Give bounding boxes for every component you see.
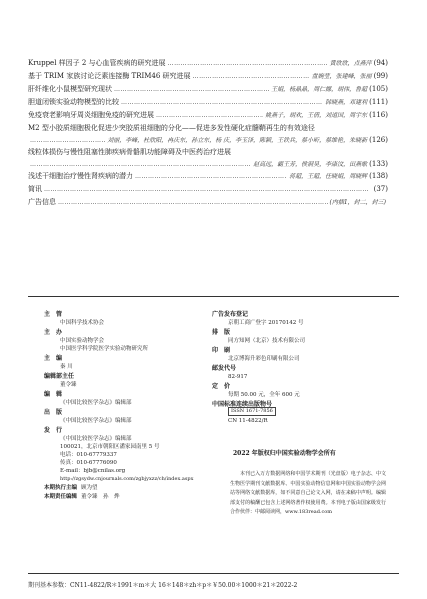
toc-authors: 赵高远，霸王芳，侯洞昊，李康汶，田燕歌 bbox=[253, 161, 368, 168]
toc-leader-dots bbox=[30, 162, 251, 168]
colophon-value: 《中国比较医学杂志》编辑部 bbox=[60, 435, 132, 442]
colophon-value: 每期 50.00 元，全年 600 元 bbox=[228, 391, 300, 398]
toc-entry bbox=[28, 108, 388, 121]
divider-bottom bbox=[28, 573, 399, 574]
toc-line bbox=[28, 182, 388, 193]
colophon-value: 北京博海升彩色印刷有限公司 bbox=[228, 355, 300, 362]
issn-box: ISSN 1671-7856 bbox=[228, 407, 276, 416]
toc-entry bbox=[28, 56, 388, 69]
toc-entry bbox=[28, 195, 388, 208]
toc-entry bbox=[28, 145, 388, 169]
toc-title: Kruppel 样因子 2 与心血管疾病的研究进展 bbox=[28, 59, 166, 67]
toc-leader-dots bbox=[114, 87, 269, 93]
toc-entry bbox=[28, 95, 388, 108]
toc-authors: 王娟，杨晶晶，周仁娜，胡伟，鲁超 bbox=[271, 86, 368, 93]
colophon-value: 中国医学科学院医学实验动物研究所 bbox=[60, 345, 149, 352]
colophon-heading: 主 编 bbox=[44, 355, 63, 362]
toc-leader-dots bbox=[44, 187, 372, 193]
toc-leader-dots bbox=[156, 113, 263, 119]
colophon-heading: 编 辑 bbox=[44, 391, 63, 398]
toc-leader-dots bbox=[135, 174, 287, 180]
colophon-value: 100021，北京市朝阳区潘家园南里 5 号 bbox=[60, 443, 160, 450]
colophon-value: 电话：010-67779337 bbox=[60, 451, 117, 458]
copyright-notice: 本刊已入万方数据网络和中国学术期刊（光盘版）电子杂志、中文生物医学期刊文献数据库、中国实验动物信息网和中国实验动物学会网站等网络文献数据库，如不同意自己论文入网，请在来稿中声明。编辑部支付的稿酬已包含上述网络著作权使用费。本刊电子版由国家级发行合作伙伴：中邮阅读网，www.183read.com bbox=[230, 471, 386, 516]
toc-line bbox=[28, 157, 388, 168]
divider-top bbox=[28, 296, 399, 297]
colophon-value: 董令臻 孙 烨 bbox=[81, 493, 120, 500]
toc-leader-dots bbox=[168, 61, 328, 67]
table-of-contents bbox=[28, 56, 388, 208]
toc-authors: 蒋超，王超，任晓娟，周晓辉 bbox=[289, 173, 368, 180]
colophon-heading: 邮发代号 bbox=[212, 365, 237, 372]
toc-leader-dots bbox=[193, 74, 310, 80]
toc-entry bbox=[28, 121, 388, 145]
toc-entry bbox=[28, 169, 388, 182]
cn-number: CN 11-4822/R bbox=[228, 417, 268, 424]
colophon-value: E-mail：bjb@cnilas.org bbox=[60, 467, 126, 474]
toc-page: (99) bbox=[373, 72, 388, 80]
colophon-left bbox=[44, 308, 214, 500]
toc-entry bbox=[28, 69, 388, 82]
copyright-title: 2022 年版权归中国实验动物学会所有 bbox=[233, 450, 336, 457]
toc-line bbox=[28, 69, 388, 80]
journal-parameters-footer: 期刊基本参数：CN11-4822/R＊1991＊m＊大 16＊148＊zh＊p＊￥50.00＊1000＊21＊2022-2 bbox=[28, 582, 298, 589]
toc-page: (105) bbox=[369, 85, 388, 93]
toc-page: (138) bbox=[369, 172, 388, 180]
colophon-right bbox=[212, 308, 382, 424]
toc-title: 广告信息 bbox=[28, 198, 56, 206]
colophon-heading: 主 办 bbox=[44, 329, 63, 336]
toc-authors: (内插1，封二，封三) bbox=[329, 199, 386, 206]
colophon-heading: 印 刷 bbox=[212, 347, 231, 354]
toc-title: 线粒体损伤与慢性阻塞性肺疾病骨骼肌功能障碍及中医药治疗进展 bbox=[28, 148, 231, 156]
toc-title: 基于 TRIM 家族讨论泛素连接酶 TRIM46 研究进展 bbox=[28, 72, 191, 80]
toc-title: 浅述干细胞治疗慢性肾疾病的潜力 bbox=[28, 172, 133, 180]
toc-line bbox=[28, 56, 388, 67]
colophon-value: 《中国比较医学杂志》编辑部 bbox=[60, 399, 132, 406]
toc-title: 肝纤维化小鼠模型研究现状 bbox=[28, 85, 112, 93]
toc-line bbox=[28, 95, 388, 106]
colophon-heading: 广告发布登记 bbox=[212, 311, 249, 318]
toc-entry bbox=[28, 82, 388, 95]
toc-line bbox=[28, 145, 388, 156]
toc-authors: 韩晓燕，邓建利 bbox=[325, 99, 368, 106]
toc-line bbox=[28, 169, 388, 180]
colophon-heading: 编辑部主任 bbox=[44, 373, 75, 380]
toc-title: 免疫衰老影响牙周炎细胞免疫的研究进展 bbox=[28, 111, 154, 119]
toc-page: (133) bbox=[369, 160, 388, 168]
colophon-heading: 主 管 bbox=[44, 311, 63, 318]
toc-line bbox=[28, 82, 388, 93]
toc-page: (94) bbox=[373, 59, 388, 67]
colophon-inline-row bbox=[44, 482, 214, 491]
colophon-heading: 中国标准连续出版物号 bbox=[212, 401, 273, 408]
toc-entry bbox=[28, 182, 388, 195]
issn-row bbox=[212, 408, 382, 416]
toc-authors: 盘婉莹，张建峰，张丽 bbox=[311, 73, 372, 80]
colophon-heading: 排 版 bbox=[212, 329, 231, 336]
colophon-value: 传真：010-67776090 bbox=[60, 459, 117, 466]
colophon-value: http://zgsydw.cnjournals.com/zgbjyxzz/ch/index.aspx bbox=[60, 476, 194, 482]
toc-leader-dots bbox=[30, 138, 105, 144]
toc-title: 简讯 bbox=[28, 185, 42, 193]
colophon-heading: 发 行 bbox=[44, 427, 63, 434]
toc-page: (126) bbox=[369, 136, 388, 144]
colophon-heading: 出 版 bbox=[44, 409, 63, 416]
toc-line bbox=[28, 195, 388, 206]
toc-page: (37) bbox=[373, 185, 388, 193]
colophon-value: 京朝工商广登字 20170142 号 bbox=[228, 319, 304, 326]
toc-title: 胆道闭锁实验动物模型的比较 bbox=[28, 98, 119, 106]
colophon-heading: 本期责任编辑 bbox=[44, 493, 78, 500]
colophon-value: 顾为望 bbox=[81, 484, 98, 491]
colophon-value: 中国科学技术协会 bbox=[60, 319, 105, 326]
colophon-value: 董令臻 bbox=[60, 381, 77, 388]
colophon-value: 82-917 bbox=[228, 373, 248, 380]
colophon-value: 同方知网（北京）技术有限公司 bbox=[228, 337, 306, 344]
colophon-inline-row bbox=[44, 491, 214, 500]
toc-leader-dots bbox=[58, 200, 328, 206]
colophon-value: 《中国比较医学杂志》编辑部 bbox=[60, 417, 132, 424]
toc-authors: 姚燕子，胡欢，王倩，刘道国，周宇东 bbox=[265, 112, 368, 119]
toc-line bbox=[28, 108, 388, 119]
colophon-heading: 本期执行主编 bbox=[44, 484, 78, 491]
colophon-value: 秦 川 bbox=[60, 363, 73, 370]
colophon-value: 中国实验动物学会 bbox=[60, 337, 105, 344]
toc-authors: 刘丽，李峰，杜欣阳，冉庆东，孙立东，杨 庆，李玉泽，陈颖，王铁兵，蔡小昕，蔡维艳，朱晓新 bbox=[107, 137, 368, 144]
toc-authors: 黄欣欣，点燕萍 bbox=[329, 60, 372, 67]
toc-page: (116) bbox=[369, 111, 388, 119]
toc-line bbox=[28, 133, 388, 144]
toc-title: M2 型小胶质细胞极化促进少突胶质祖细胞的分化——促进多发性硬化症髓鞘再生的有效途径 bbox=[28, 124, 315, 132]
toc-leader-dots bbox=[121, 100, 323, 106]
toc-line bbox=[28, 121, 388, 132]
colophon-heading: 定 价 bbox=[212, 383, 231, 390]
toc-page: (111) bbox=[369, 98, 388, 106]
